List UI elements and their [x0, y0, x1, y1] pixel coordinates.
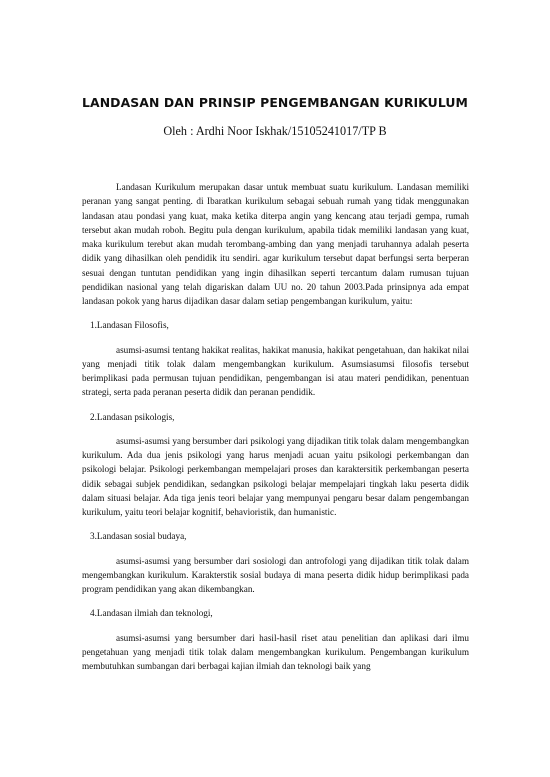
intro-paragraph: Landasan Kurikulum merupakan dasar untuk membuat suatu kurikulum. Landasan memiliki peranan yang sangat penting. di Ibaratkan kurikulum sebagai sebuah rumah yang tidak menggunakan landasan atau pondasi yang kuat, maka ketika diterpa angin yang kencang atau terjadi gempa, rumah tersebut akan mudah roboh. Begitu pula dengan kurikulum, apabila tidak memiliki landasan yang kuat, maka kurikulum terebut akan mudah terombang-ambing dan yang menjadi taruhannya adalah peserta didik yang dihasilkan oleh pendidik itu sendiri. agar kurikulum tersebut dapat berfungsi serta berperan sesuai dengan tuntutan pendidikan yang ingin dihasilkan seperti tercantum dalam rumusan tujuan pendidikan nasional yang telah digariskan dalam UU no. 20 tahun 2003.Pada prinsipnya ada empat landasan pokok yang harus dijadikan dasar dalam setiap pengembangan kurikulum, yaitu:: [82, 182, 469, 306]
section-text-ilmiah-teknologi: asumsi-asumsi yang bersumber dari hasil-hasil riset atau penelitian dan aplikasi dari ilmu pengetahuan yang menjadi titik tolak dalam mengembangkan kurikulum. Pengembangan kurikulum membutuhkan sumbangan dari berbagai kajian ilmiah dan teknologi baik yang: [82, 632, 469, 671]
section-heading-psikologis: 2.Landasan psikologis,: [90, 411, 175, 422]
document-author: Oleh : Ardhi Noor Iskhak/15105241017/TP B: [163, 124, 387, 138]
section-text-psikologis: asumsi-asumsi yang bersumber dari psikologi yang dijadikan titik tolak dalam mengembangkan kurikulum. Ada dua jenis psikologi yang harus menjadi acuan yaitu psikologi perkembangan dan psikologi belajar. Psikologi perkembangan mempelajari proses dan karaktersitik perkembangan peserta didik sebagai subjek pendidikan, sedangkan psikologi belajar mempelajari tingkah laku peserta didik dalam situasi belajar. Ada tiga jenis teori belajar yang mempunyai pengaru besar dalam pengembangan kurikulum, yaitu teori belajar kognitif, behavioristik, dan humanistic.: [82, 435, 469, 517]
section-heading-ilmiah-teknologi: 4.Landasan ilmiah dan teknologi,: [90, 608, 213, 619]
section-text-sosial-budaya: asumsi-asumsi yang bersumber dari sosiologi dan antrofologi yang dijadikan titik tolak dalam mengembangkan kurikulum. Karakterstik sosial budaya di mana peserta didik hidup berimplikasi pada program pendidikan yang akan dikembangkan.: [82, 555, 469, 594]
section-text-filosofis: asumsi-asumsi tentang hakikat realitas, hakikat manusia, hakikat pengetahuan, dan hakikat nilai yang menjadi titik tolak dalam mengembangkan kurikulum. Asumsiasumsi filosofis tersebut berimplikasi pada permusan tujuan pendidikan, pengembangan isi atau materi pendidikan, penentuan strategi, serta pada peranan peserta didik dan peranan pendidik.: [82, 344, 469, 398]
document-body: [82, 180, 469, 683]
section-heading-sosial-budaya: 3.Landasan sosial budaya,: [90, 531, 187, 542]
document-title: LANDASAN DAN PRINSIP PENGEMBANGAN KURIKULUM: [82, 95, 468, 110]
section-heading-filosofis: 1.Landasan Filosofis,: [90, 320, 169, 331]
